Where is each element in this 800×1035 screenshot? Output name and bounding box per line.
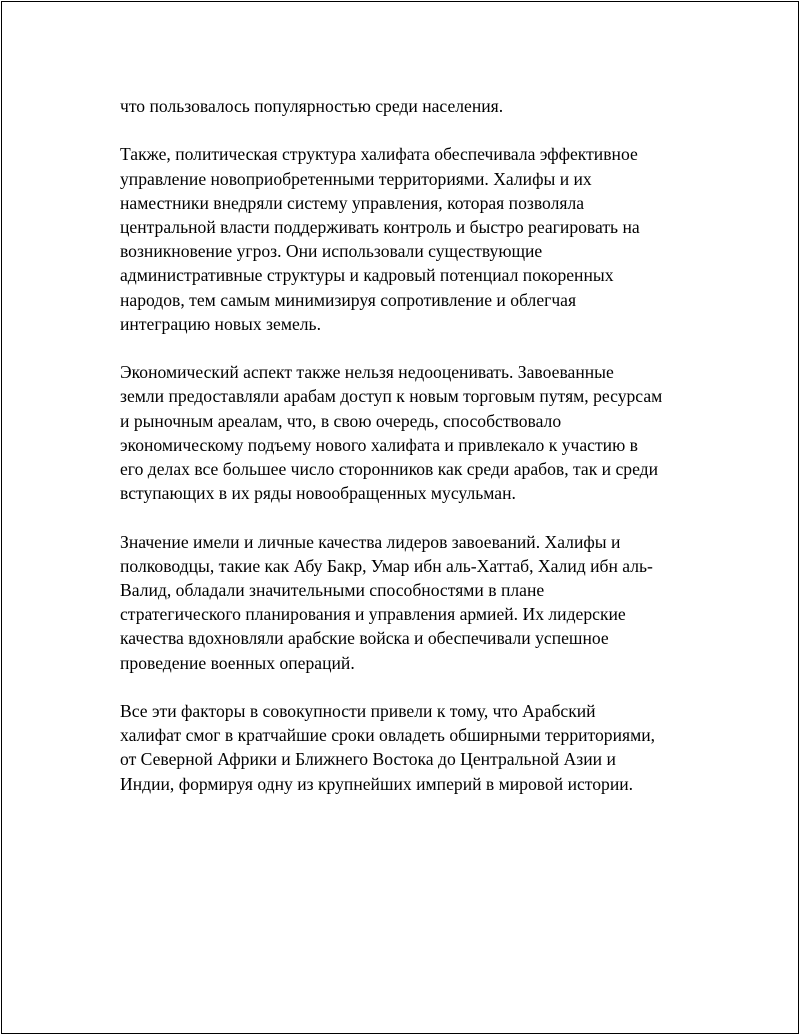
paragraph-5 — [120, 699, 710, 796]
paragraph-line: от Северной Африки и Ближнего Востока до Центральной Азии и — [120, 749, 616, 770]
paragraph-line: Экономический аспект также нельзя недооценивать. Завоеванные — [120, 362, 614, 383]
paragraph-1 — [120, 94, 710, 118]
document-body — [120, 94, 710, 820]
paragraph-line: что пользовалось популярностью среди населения. — [120, 96, 504, 116]
paragraph-4 — [120, 530, 710, 675]
paragraph-line: стратегического планирования и управления армией. Их лидерские — [120, 604, 626, 625]
paragraph-line: Индии, формируя одну из крупнейших империй в мировой истории. — [120, 773, 634, 794]
paragraph-line: интеграцию новых земель. — [120, 313, 321, 334]
paragraph-line: Валид, обладали значительными способностями в плане — [120, 580, 545, 601]
paragraph-line: вступающих в их ряды новообращенных мусульман. — [120, 483, 516, 504]
paragraph-2 — [120, 142, 710, 336]
paragraph-line: проведение военных операций. — [120, 652, 355, 673]
paragraph-line: халифат смог в кратчайшие сроки овладеть обширными территориями, — [120, 725, 656, 746]
paragraph-line: полководцы, такие как Абу Бакр, Умар ибн аль-Хаттаб, Халид ибн аль- — [120, 555, 653, 576]
paragraph-line: народов, тем самым минимизируя сопротивление и облегчая — [120, 289, 577, 310]
paragraph-line: экономическому подъему нового халифата и привлекало к участию в — [120, 434, 638, 455]
page-frame — [1, 1, 799, 1034]
paragraph-line: наместники внедряли систему управления, которая позволяла — [120, 192, 585, 213]
paragraph-line: центральной власти поддерживать контроль и быстро реагировать на — [120, 217, 640, 237]
paragraph-line: качества вдохновляли арабские войска и обеспечивали успешное — [120, 628, 609, 649]
paragraph-line: Все эти факторы в совокупности привели к тому, что Арабский — [120, 701, 596, 722]
paragraph-line: его делах все большее число сторонников как среди арабов, так и среди — [120, 459, 659, 480]
paragraph-line: административные структуры и кадровый потенциал покоренных — [120, 265, 614, 286]
paragraph-line: возникновение угроз. Они использовали существующие — [120, 241, 543, 262]
paragraph-line: управление новоприобретенными территориями. Халифы и их — [120, 168, 592, 189]
paragraph-line: и рыночным ареалам, что, в свою очередь, способствовало — [120, 410, 562, 431]
paragraph-3 — [120, 360, 710, 505]
paragraph-line: Также, политическая структура халифата обеспечивала эффективное — [120, 144, 638, 165]
paragraph-line: земли предоставляли арабам доступ к новым торговым путям, ресурсам — [120, 386, 663, 407]
paragraph-line: Значение имели и личные качества лидеров завоеваний. Халифы и — [120, 531, 621, 552]
